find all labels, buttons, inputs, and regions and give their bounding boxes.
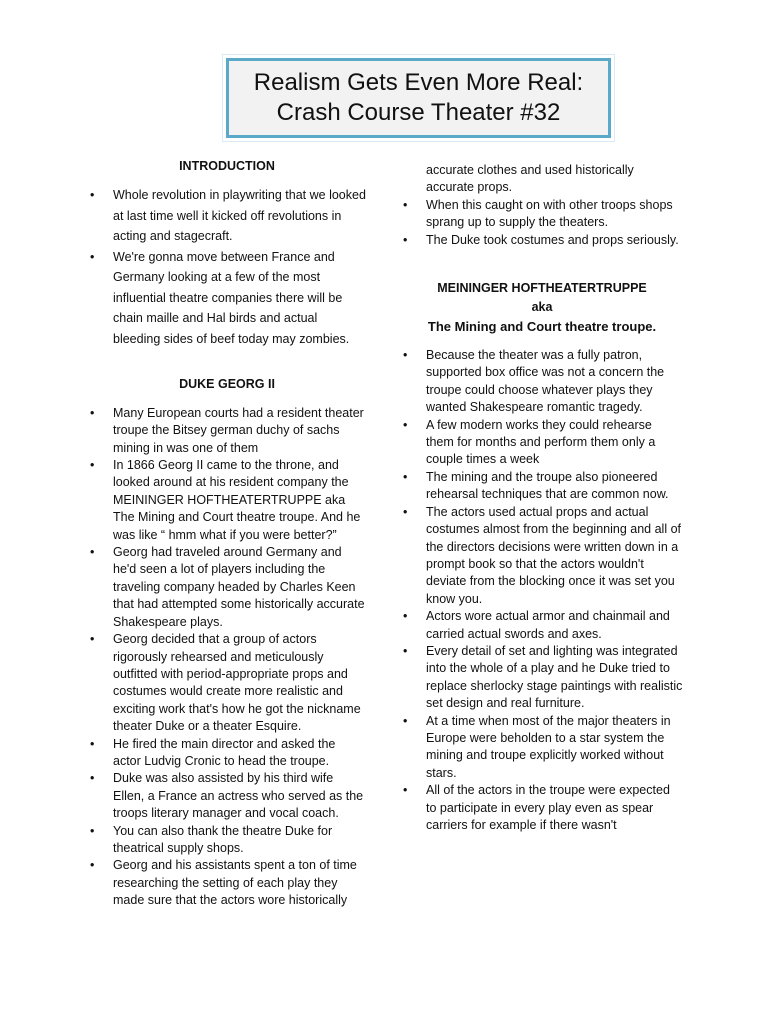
title-box — [226, 58, 611, 138]
list-item: • Because the theater was a fully patron, supported box office was not a concern the troupe could choose whatever plays they wanted Shakespeare romantic tragedy. — [401, 347, 683, 417]
list-item: • At a time when most of the major theaters in Europe were beholden to a star system the mining and troupe explicitly worked without stars. — [401, 713, 683, 783]
duke-georg-list — [88, 405, 366, 910]
title-line-2: Crash Course Theater #32 — [276, 99, 561, 126]
troupe-english-name: The Mining and Court theatre troupe. — [427, 319, 657, 335]
troupe-list — [401, 347, 683, 834]
list-item: • Duke was also assisted by his third wife Ellen, a France an actress who served as the troops literary manager and vocal coach. — [88, 770, 366, 822]
introduction-heading: INTRODUCTION — [179, 159, 275, 173]
list-item: • Every detail of set and lighting was integrated into the whole of a play and he Duke tried to replace sherlocky stage paintings with realistic set design and real furniture. — [401, 643, 683, 713]
list-item: • Many European courts had a resident theater troupe the Bitsey german duchy of sachs mining in was one of them — [88, 405, 366, 457]
right-column — [401, 162, 683, 834]
list-item: • A few modern works they could rehearse them for months and perform them only a couple times a week — [401, 417, 683, 469]
continuation-text: accurate clothes and used historically accurate props. — [426, 163, 634, 195]
list-item: • The actors used actual props and actual costumes almost from the beginning and all of the directors decisions were written down in a prompt book so that the actors wouldn't deviate from the blocking once it was set you know you. — [401, 504, 683, 608]
troupe-aka: aka — [531, 300, 553, 315]
list-item: • Georg decided that a group of actors rigorously rehearsed and meticulously outfitted with period-appropriate props and costumes would create more realistic and exciting work that's how he got the nickname theater Duke or a theater Esquire. — [88, 631, 366, 735]
list-item: • The Duke took costumes and props seriously. — [401, 232, 683, 249]
list-item: • When this caught on with other troops shops sprang up to supply the theaters. — [401, 197, 683, 232]
list-item: • Georg and his assistants spent a ton of time researching the setting of each play they made sure that the actors wore historically — [88, 857, 366, 909]
list-item: • In 1866 Georg II came to the throne, and looked around at his resident company the MEININGER HOFTHEATERTRUPPE aka The Mining and Court theatre troupe. And he was like “ hmm what if you were better?” — [88, 457, 366, 544]
left-column — [88, 158, 366, 910]
list-item: • You can also thank the theatre Duke for theatrical supply shops. — [88, 823, 366, 858]
duke-georg-heading: DUKE GEORG II — [179, 377, 275, 392]
list-item: • Actors wore actual armor and chainmail and carried actual swords and axes. — [401, 608, 683, 643]
title-line-1: Realism Gets Even More Real: — [253, 69, 584, 96]
list-item: • He fired the main director and asked the actor Ludvig Cronic to head the troupe. — [88, 736, 366, 771]
list-item: • All of the actors in the troupe were expected to participate in every play even as spear carriers for example if there wasn't — [401, 782, 683, 834]
supply-list — [401, 197, 683, 249]
list-item: • We're gonna move between France and Germany looking at a few of the most influential theatre companies there will be chain maille and Hal birds and actual bleeding sides of beef today may zombies. — [88, 247, 366, 350]
troupe-heading: MEININGER HOFTHEATERTRUPPE — [437, 281, 647, 296]
troupe-heading-block — [401, 279, 683, 336]
list-item: • Whole revolution in playwriting that we looked at last time well it kicked off revolutions in acting and stagecraft. — [88, 185, 366, 247]
introduction-list — [88, 185, 366, 349]
list-item: • The mining and the troupe also pioneered rehearsal techniques that are common now. — [401, 469, 683, 504]
list-item: • Georg had traveled around Germany and he'd seen a lot of players including the traveling company headed by Charles Keen that had attempted some historically accurate Shakespeare plays. — [88, 544, 366, 631]
